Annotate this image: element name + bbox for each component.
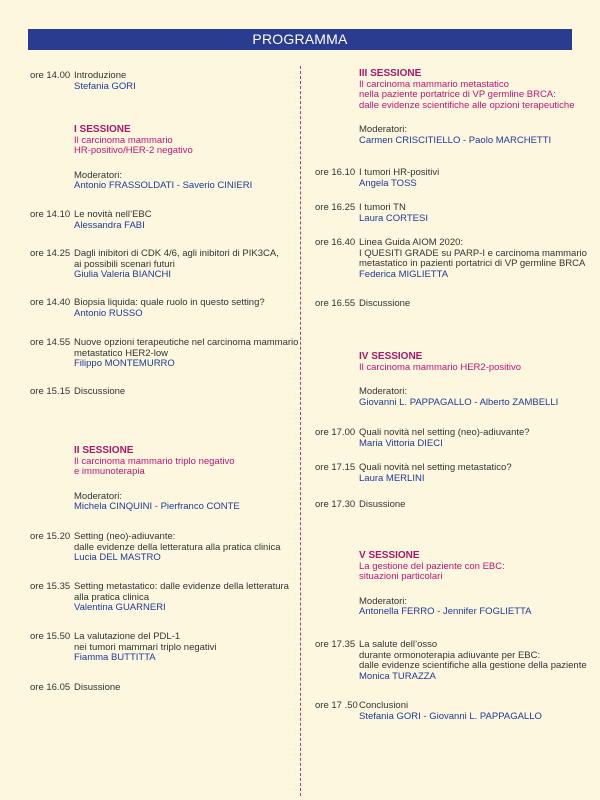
entry-title: La valutazione del PDL-1 [74,631,181,642]
entry-speaker: Antonio RUSSO [74,307,143,319]
entry-time: ore 14.00 [30,70,71,81]
entry-time: ore 17.00 [315,427,356,438]
entry-speaker: Federica MIGLIETTA [359,268,449,280]
entry-time: ore 16.55 [315,298,356,309]
entry-title: nei tumori mammari triplo negativi [74,641,217,653]
moderators-label: Moderatori: [359,386,408,397]
moderators-names: Michela CINQUINI - Pierfranco CONTE [74,501,240,512]
entry-title: Nuove opzioni terapeutiche nel carcinoma mammario [74,337,299,348]
entry-time: ore 14.25 [30,248,71,259]
entry-time: ore 15.20 [30,531,71,542]
session-subtitle: HR-positivo/HER-2 negativo [74,145,193,156]
entry-title: alla pratica clinica [74,591,149,603]
entry-speaker: Fiamma BUTTITTA [74,652,156,663]
entry-title: ai possibili scenari futuri [74,258,175,270]
entry-time: ore 14.10 [30,209,71,220]
entry-speaker: Stefania GORI - Giovanni L. PAPPAGALLO [359,710,542,722]
session-subtitle: Il carcinoma mammario metastatico [359,78,509,90]
entry-speaker: Stefania GORI [74,80,136,92]
moderators-names: Antonella FERRO - Jennifer FOGLIETTA [359,606,532,617]
entry-title: La salute dell’osso [359,639,438,650]
session-subtitle: dalle evidenze scientifiche alle opzioni terapeutiche [359,99,575,111]
entry-title: dalle evidenze scientifiche alla gestione della paziente [359,660,587,671]
entry-title: dalle evidenze della letteratura alla pratica clinica [74,541,281,553]
entry-speaker: Alessandra FABI [74,219,145,231]
entry-speaker: Monica TURAZZA [359,670,436,682]
entry-title: metastatico in pazienti portatrici di VP germline BRCA [359,258,586,269]
entry-time: ore 17.15 [315,462,356,473]
entry-title: Dagli inibitori di CDK 4/6, agli inibitori di PIK3CA, [74,248,279,259]
session-subtitle: situazioni particolari [359,571,443,582]
entry-speaker: Laura MERLINI [359,472,425,484]
entry-time: ore 14.40 [30,297,71,308]
session-subtitle: Il carcinoma mammario triplo negativo [74,455,235,467]
session-title: II SESSIONE [74,445,134,456]
entry-title: Setting metastatico: dalle evidenze della letteratura [74,581,289,592]
moderators-names: Antonio FRASSOLDATI - Saverio CINIERI [74,180,253,191]
entry-title: Le novità nell’EBC [74,209,152,220]
entry-time: ore 15.50 [30,631,71,642]
moderators-label: Moderatori: [74,169,123,181]
entry-title: I QUESITI GRADE su PARP-I e carcinoma mammario [359,247,587,259]
entry-speaker: Filippo MONTEMURRO [74,358,175,369]
entry-time: ore 16.10 [315,167,356,178]
session-subtitle: nella paziente portatrice di VP germline BRCA: [359,89,556,100]
session-title: III SESSIONE [359,68,422,79]
moderators-names: Carmen CRISCITIELLO - Paolo MARCHETTI [359,134,552,146]
session-subtitle: Il carcinoma mammario HER2-positivo [359,361,522,373]
entry-time: ore 17.35 [315,639,356,650]
entry-title: Discussione [74,386,126,397]
entry-title: Disussione [74,682,121,693]
entry-speaker: Laura CORTESI [359,212,428,224]
moderators-label: Moderatori: [74,490,123,502]
entry-time: ore 17.30 [315,499,356,510]
entry-speaker: Giulia Valeria BIANCHI [74,269,171,280]
entry-time: ore 15.15 [30,386,71,397]
entry-title: durante ormonoterapia adiuvante per EBC: [359,649,541,661]
moderators-names: Giovanni L. PAPPAGALLO - Alberto ZAMBELLI [359,396,559,408]
session-title: I SESSIONE [74,124,131,135]
entry-speaker: Valentina GUARNERI [74,602,166,613]
session-title: IV SESSIONE [359,351,423,362]
entry-title: metastatico HER2-low [74,347,168,359]
entry-title: Discussione [359,298,411,309]
entry-time: ore 16.25 [315,202,356,213]
moderators-label: Moderatori: [359,595,408,607]
entry-time: ore 14.55 [30,337,71,348]
entry-title: I tumori HR-positivi [359,167,440,178]
entry-title: I tumori TN [359,202,406,213]
session-subtitle: La gestione del paziente con EBC: [359,560,505,572]
entry-title: Disussione [359,499,406,510]
entry-title: Introduzione [74,70,127,81]
entry-title: Biopsia liquida: quale ruolo in questo setting? [74,297,265,308]
entry-title: Setting (neo)-adiuvante: [74,531,176,542]
programma-header [28,29,572,50]
session-title: V SESSIONE [359,550,420,561]
session-subtitle: e immunoterapia [74,466,145,477]
entry-time: ore 16.40 [315,237,356,248]
entry-title: Quali novità nel setting metastatico? [359,462,512,473]
entry-speaker: Lucia DEL MASTRO [74,552,161,563]
entry-title: Quali novità nel setting (neo)-adiuvante? [359,427,530,438]
entry-time: ore 16.05 [30,682,71,693]
header-title: PROGRAMMA [252,31,348,47]
session-subtitle: Il carcinoma mammario [74,134,173,146]
entry-title: Linea Guida AIOM 2020: [359,237,464,248]
entry-time: ore 15.35 [30,581,71,592]
entry-speaker: Maria Vittoria DIECI [359,437,443,449]
entry-time: ore 17 .50 [315,700,358,711]
moderators-label: Moderatori: [359,124,408,135]
entry-title: Conclusioni [359,700,409,711]
entry-speaker: Angela TOSS [359,177,417,189]
